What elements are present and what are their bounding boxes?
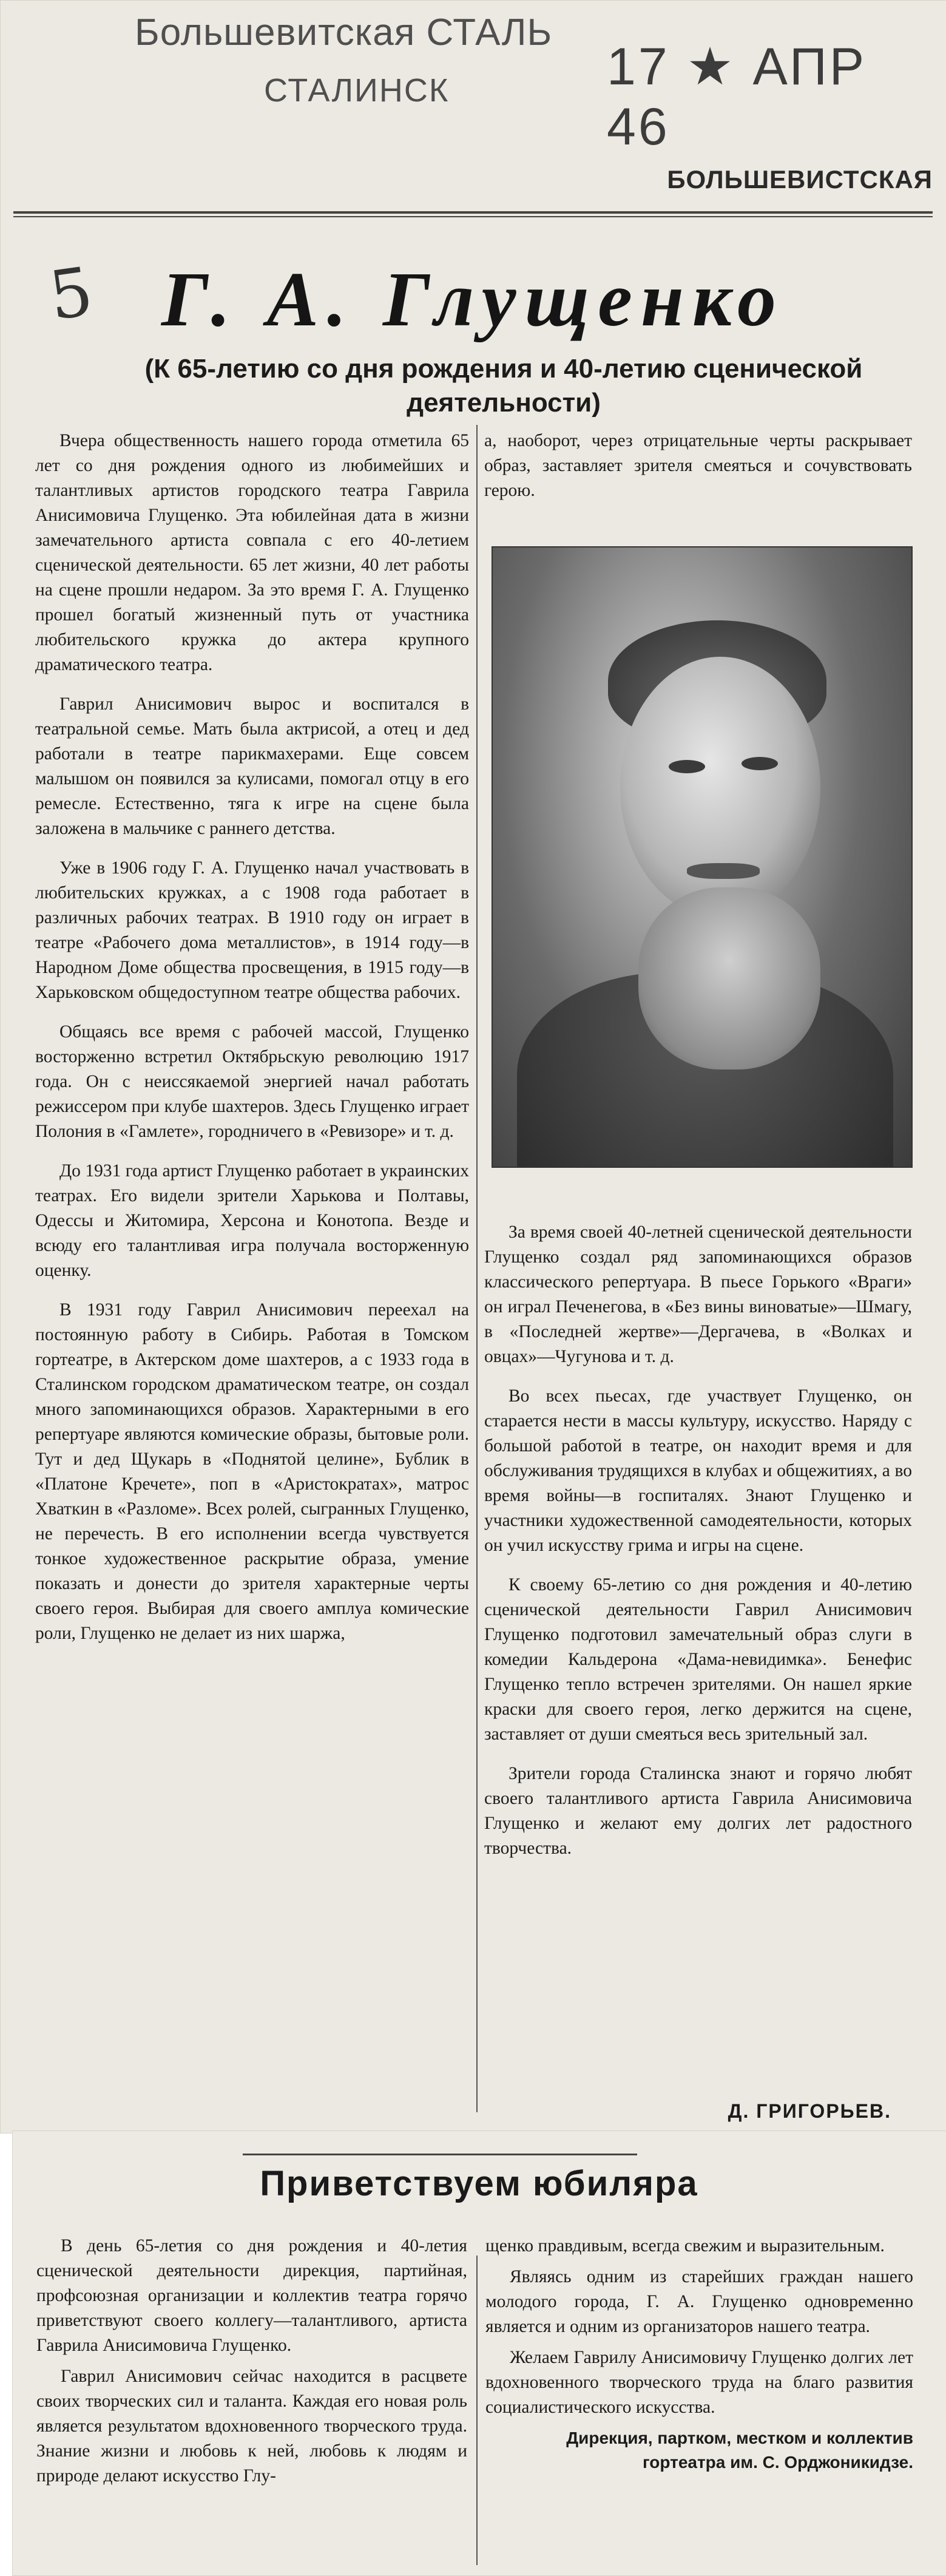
date-stamp: 17 ★ АПР 46	[607, 38, 867, 156]
column-divider-lower	[476, 2256, 478, 2565]
greeting-left-column	[36, 2234, 467, 2495]
article-subtitle: (К 65-летию со дня рождения и 40-летию сценической деятельности)	[144, 354, 863, 418]
portrait-eye-left	[669, 760, 705, 773]
portrait-eye-right	[742, 757, 778, 770]
article-right-column-bottom	[484, 1220, 912, 1876]
paragraph: Общаясь все время с рабочей массой, Глущенко восторженно встретил Октябрьскую революцию 1917 года. Он с неиссякаемой энергией начал работать режиссером при клубе шахтеров. Здесь Глущенко играет Полония в «Гамлете», городничего в «Ревизоре» и т. д.	[35, 1022, 469, 1141]
portrait-hand	[638, 887, 820, 1069]
paragraph: До 1931 года артист Глущенко работает в украинских театрах. Его видели зрители Харькова и Полтавы, Одессы и Житомира, Херсона и Конотопа. Везде и всюду его талантливая игра получала восторженную оценку.	[35, 1161, 469, 1280]
paragraph: Во всех пьесах, где участвует Глущенко, он старается нести в массы культуру, искусство. Наряду с большой работой в театре, он находит время и для обслуживания трудящихся в клубах и общежитиях, а во время войны—в госпиталях. Знают Глущенко и участники художественной самодеятельности, которых он учил искусству грима и игры на сцене.	[484, 1386, 912, 1555]
article-title: Г. А. Глущенко	[161, 256, 785, 342]
paragraph: Уже в 1906 году Г. А. Глущенко начал участвовать в любительских кружках, а с 1908 года работает в различных рабочих театрах. В 1910 году он играет в театре «Рабочего дома металлистов», в 1914 году—в Народном Доме общества просвещения, в 1915 году—в Харьковском общедоступном театре общества рабочих.	[35, 858, 469, 1002]
paragraph: Являясь одним из старейших граждан нашего молодого города, Г. А. Глущенко одновременно является и одним из организаторов нашего театра.	[485, 2267, 913, 2336]
portrait-photo	[492, 546, 913, 1168]
paragraph: Гаврил Анисимович вырос и воспитался в театральной семье. Мать была актрисой, а отец и дед работали в театре парикмахерами. Еще совсем малышом он появился за кулисами, помогал отцу в его ремесле. Естественно, тяга к игре на сцене была заложена в мальчике с раннего детства.	[35, 694, 469, 838]
greeting-right-column	[485, 2234, 913, 2475]
paragraph: а, наоборот, через отрицательные черты раскрывает образ, заставляет зрителя смеяться и сочувствовать герою.	[484, 431, 912, 500]
paragraph: Зрители города Сталинска знают и горячо любят своего талантливого артиста Гаврила Анисимовича Глущенко и желают ему долгих лет радостного творчества.	[484, 1764, 912, 1858]
top-rule-thin	[13, 216, 933, 217]
paragraph: В 1931 году Гаврил Анисимович переехал на постоянную работу в Сибирь. Работая в Томском гортеатре, в Актерском доме шахтеров, а с 1933 года в Сталинском городском драматическом театре, он создал много запоминающихся образов. Характерными в его репертуаре являются комические образы, бытовые роли. Тут и дед Щукарь в «Поднятой целине», Бублик в «Платоне Кречете», поп в «Аристократах», матрос Хваткин в «Разломе». Всех ролей, сыгранных Глущенко, не перечесть. В его исполнении всегда чувствуется тонкое художественное раскрытие образа, умение показать и донести до зрителя характерные черты своего героя. Выбирая для своего амплуа комические роли, Глущенко не делает из них шаржа,	[35, 1300, 469, 1643]
paragraph: К своему 65-летию со дня рождения и 40-летию сценической деятельности Гаврил Анисимович Глущенко подготовил замечательный образ слуги в комедии Кальдерона «Дама-невидимка». Бенефис Глущенко тепло встречен зрителями. Он нашел яркие краски для своего героя, легко держится на сцене, заставляет от души смеяться весь зрительный зал.	[484, 1575, 912, 1744]
paragraph: Желаем Гаврилу Анисимовичу Глущенко долгих лет вдохновенного творческого труда на благо развития социалистического искусства.	[485, 2348, 913, 2417]
city-stamp: СТАЛИНСК	[264, 72, 450, 109]
paragraph: Гаврил Анисимович сейчас находится в расцвете своих творческих сил и таланта. Каждая его новая роль является результатом вдохновенного творческого труда. Знание жизни и любовь к ней, любовь к людям и природе делают искусство Глу-	[36, 2367, 467, 2486]
portrait-mouth	[687, 863, 760, 879]
paragraph: В день 65-летия со дня рождения и 40-летия сценической деятельности дирекция, партийная, профсоюзная организации и коллектив театра горячо приветствуют своего коллегу—талантливого, артиста Гаврила Анисимовича Глущенко.	[36, 2236, 467, 2355]
article-signature: Д. ГРИГОРЬЕВ.	[728, 2100, 891, 2122]
newspaper-stamp: Большевитская СТАЛЬ	[135, 12, 553, 53]
section-rule	[243, 2154, 637, 2155]
article-left-column	[35, 429, 469, 1661]
handwritten-mark: 5	[44, 252, 98, 336]
masthead-fragment: БОЛЬШЕВИСТСКАЯ	[667, 165, 933, 194]
column-divider	[476, 425, 478, 2112]
article-right-column-top	[484, 429, 912, 518]
paragraph: щенко правдивым, всегда свежим и выразительным.	[485, 2236, 885, 2256]
paragraph: Вчера общественность нашего города отметила 65 лет со дня рождения одного из любимейших и талантливых артистов городского театра Гаврила Анисимовича Глущенко. Эта юбилейная дата в жизни замечательного артиста совпала с его 40-летием сценической деятельности. 65 лет жизни, 40 лет работы на сцене прошли недаром. За это время Г. А. Глущенко прошел богатый жизненный путь от участника любительского кружка до актера крупного драматического театра.	[35, 431, 469, 674]
greeting-title: Приветствуем юбиляра	[260, 2164, 698, 2203]
paragraph: За время своей 40-летней сценической деятельности Глущенко создал ряд запоминающихся образов классического репертуара. В пьесе Горького «Враги» он играл Печенегова, в «Без вины виноватые»—Шмагу, в «Последней жертве»—Дергачева, в «Волках и овцах»—Чугунова и т. д.	[484, 1222, 912, 1366]
greeting-signature: Дирекция, партком, местком и коллектив гортеатра им. С. Орджоникидзе.	[566, 2429, 913, 2472]
top-rule	[13, 211, 933, 214]
